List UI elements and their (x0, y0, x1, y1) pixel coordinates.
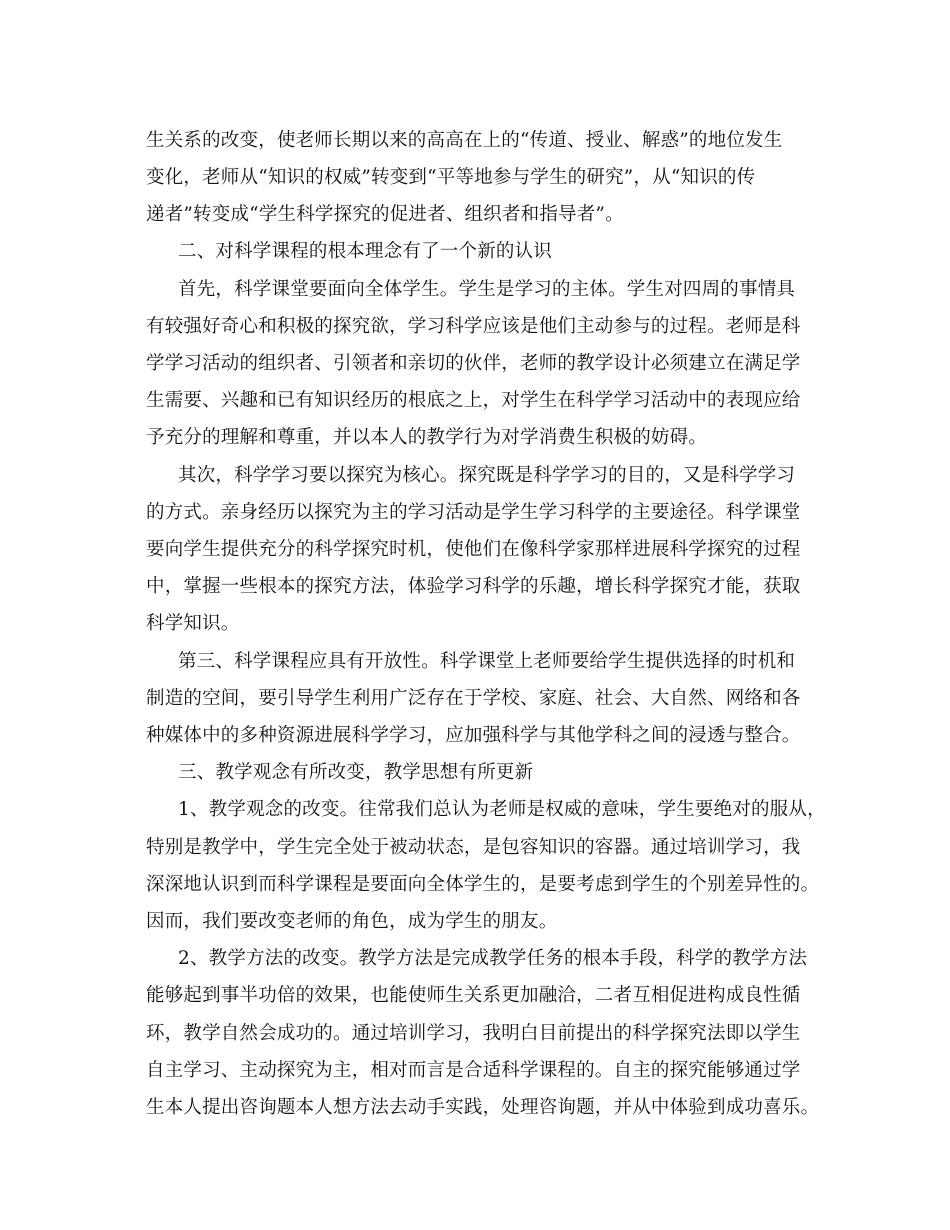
text-line: 要向学生提供充分的科学探究时机，使他们在像科学家那样进展科学探究的过程 (146, 539, 801, 560)
text-line: 能够起到事半功倍的效果，也能使师生关系更加融洽，二者互相促进构成良性循 (146, 985, 801, 1006)
text-line: 生本人提出咨询题本人想方法去动手实践，处理咨询题，并从中体验到成功喜乐。 (146, 1097, 820, 1118)
text-line: 种媒体中的多种资源进展科学学习，应加强科学与其他学科之间的浸透与整合。 (146, 725, 801, 746)
text-line: 2、教学方法的改变。教学方法是完成教学任务的根本手段，科学的教学方法 (178, 948, 808, 969)
text-line: 首先，科学课堂要面向全体学生。学生是学习的主体。学生对四周的事情具 (178, 279, 796, 300)
text-line: 制造的空间，要引导学生利用广泛存在于学校、家庭、社会、大自然、网络和各 (146, 688, 801, 709)
text-line: 有较强好奇心和积极的探究欲，学习科学应该是他们主动参与的过程。老师是科 (146, 316, 801, 337)
text-line: 环，教学自然会成功的。通过培训学习，我明白目前提出的科学探究法即以学生 (146, 1023, 801, 1044)
section-heading: 二、对科学课程的根本理念有了一个新的认识 (178, 241, 553, 262)
text-line: 变化，老师从“知识的权威”转变到“平等地参与学生的研究”，从“知识的传 (146, 167, 756, 188)
text-line: 科学知识。 (146, 613, 240, 634)
text-line: 予充分的理解和尊重，并以本人的教学行为对学消费生积极的妨碍。 (146, 427, 708, 448)
text-line: 的方式。亲身经历以探究为主的学习活动是学生学习科学的主要途径。科学课堂 (146, 502, 801, 523)
text-line: 生需要、兴趣和已有知识经历的根底之上，对学生在科学学习活动中的表现应给 (146, 390, 801, 411)
section-heading: 三、教学观念有所改变，教学思想有所更新 (178, 762, 534, 783)
text-line: 生关系的改变，使老师长期以来的高高在上的“传道、授业、解惑”的地位发生 (146, 130, 783, 151)
text-line: 第三、科学课程应具有开放性。科学课堂上老师要给学生提供选择的时机和 (178, 651, 796, 672)
text-line: 1、教学观念的改变。往常我们总认为老师是权威的意味，学生要绝对的服从， (178, 799, 826, 820)
text-line: 递者”转变成“学生科学探究的促进者、组织者和指导者”。 (146, 204, 624, 225)
text-line: 自主学习、主动探究为主，相对而言是合适科学课程的。自主的探究能够通过学 (146, 1060, 801, 1081)
text-line: 其次，科学学习要以探究为核心。探究既是科学学习的目的，又是科学学习 (178, 465, 796, 486)
text-line: 特别是教学中，学生完全处于被动状态，是包容知识的容器。通过培训学习，我 (146, 837, 801, 858)
text-line: 因而，我们要改变老师的角色，成为学生的朋友。 (146, 911, 558, 932)
text-line: 深深地认识到而科学课程是要面向全体学生的，是要考虑到学生的个别差异性的。 (146, 874, 820, 895)
text-line: 中，掌握一些根本的探究方法，体验学习科学的乐趣，增长科学探究才能，获取 (146, 576, 801, 597)
text-line: 学学习活动的组织者、引领者和亲切的伙伴，老师的教学设计必须建立在满足学 (146, 353, 801, 374)
